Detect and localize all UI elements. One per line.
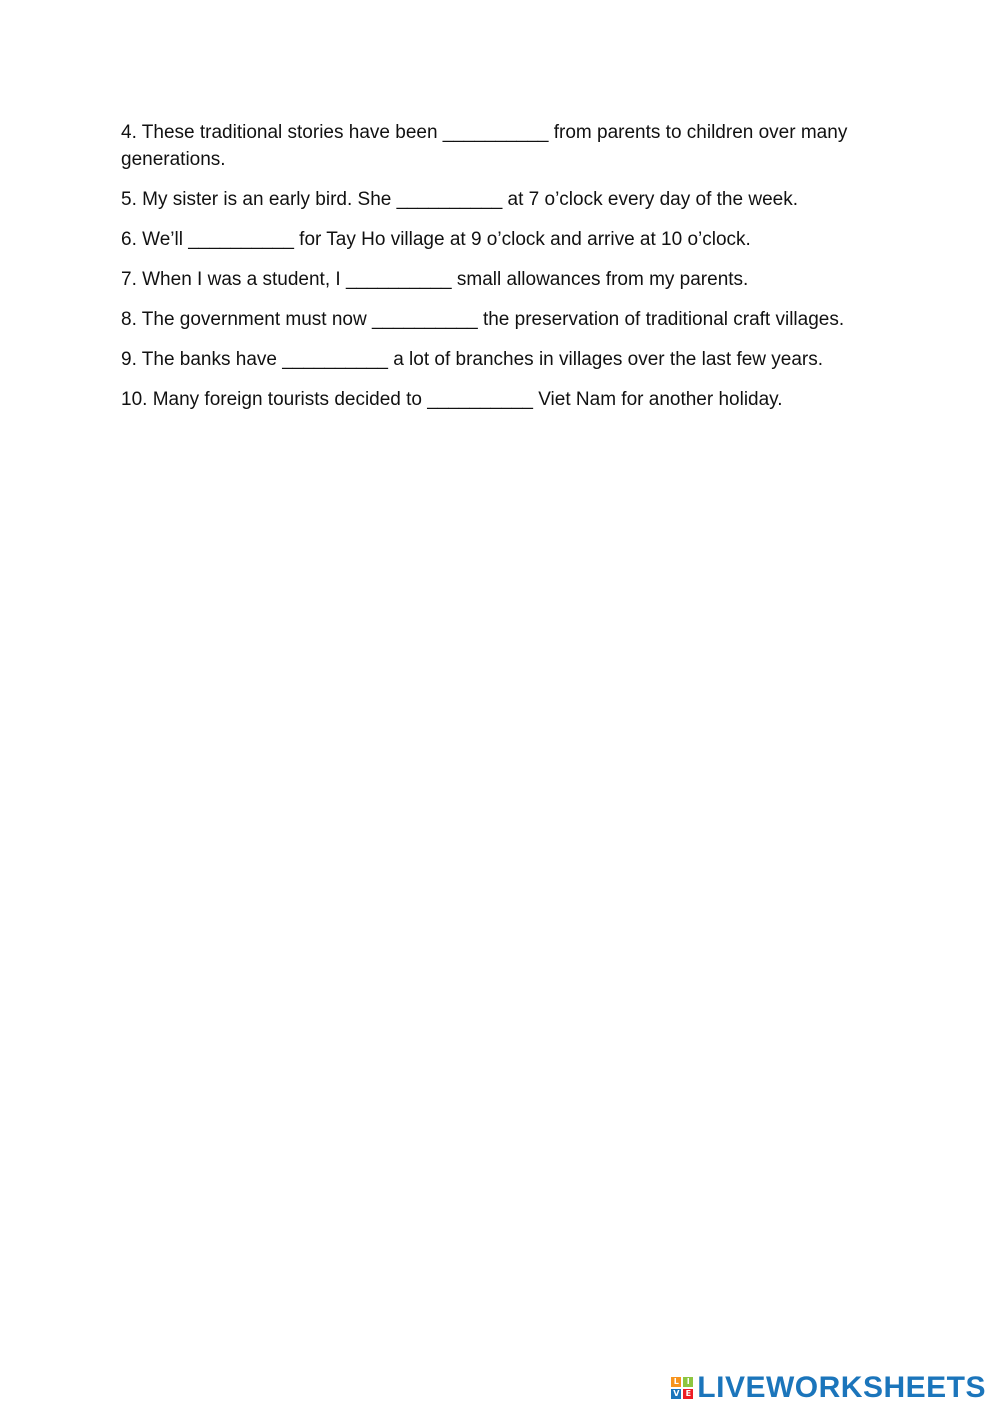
question-6: 6. We’ll __________ for Tay Ho village at 9 o’clock and arrive at 10 o’clock. [121, 229, 751, 250]
logo-tile-i: I [683, 1377, 693, 1387]
logo-tile-l: L [671, 1377, 681, 1387]
question-10: 10. Many foreign tourists decided to __________ Viet Nam for another holiday. [121, 389, 783, 410]
liveworksheets-logo [671, 1372, 986, 1404]
question-7: 7. When I was a student, I __________ small allowances from my parents. [121, 269, 749, 290]
question-8: 8. The government must now __________ the preservation of traditional craft villages. [121, 309, 845, 330]
logo-tile-v: V [673, 1389, 680, 1398]
question-9: 9. The banks have __________ a lot of branches in villages over the last few years. [121, 349, 824, 370]
question-4: 4. These traditional stories have been __________ from parents to children over many generations. [121, 122, 848, 170]
logo-wordmark: LIVEWORKSHEETS [697, 1371, 986, 1404]
logo-tile-e: E [683, 1389, 693, 1399]
question-list [121, 119, 881, 426]
logo-mark-icon [671, 1377, 693, 1399]
question-5: 5. My sister is an early bird. She __________ at 7 o’clock every day of the week. [121, 189, 798, 210]
